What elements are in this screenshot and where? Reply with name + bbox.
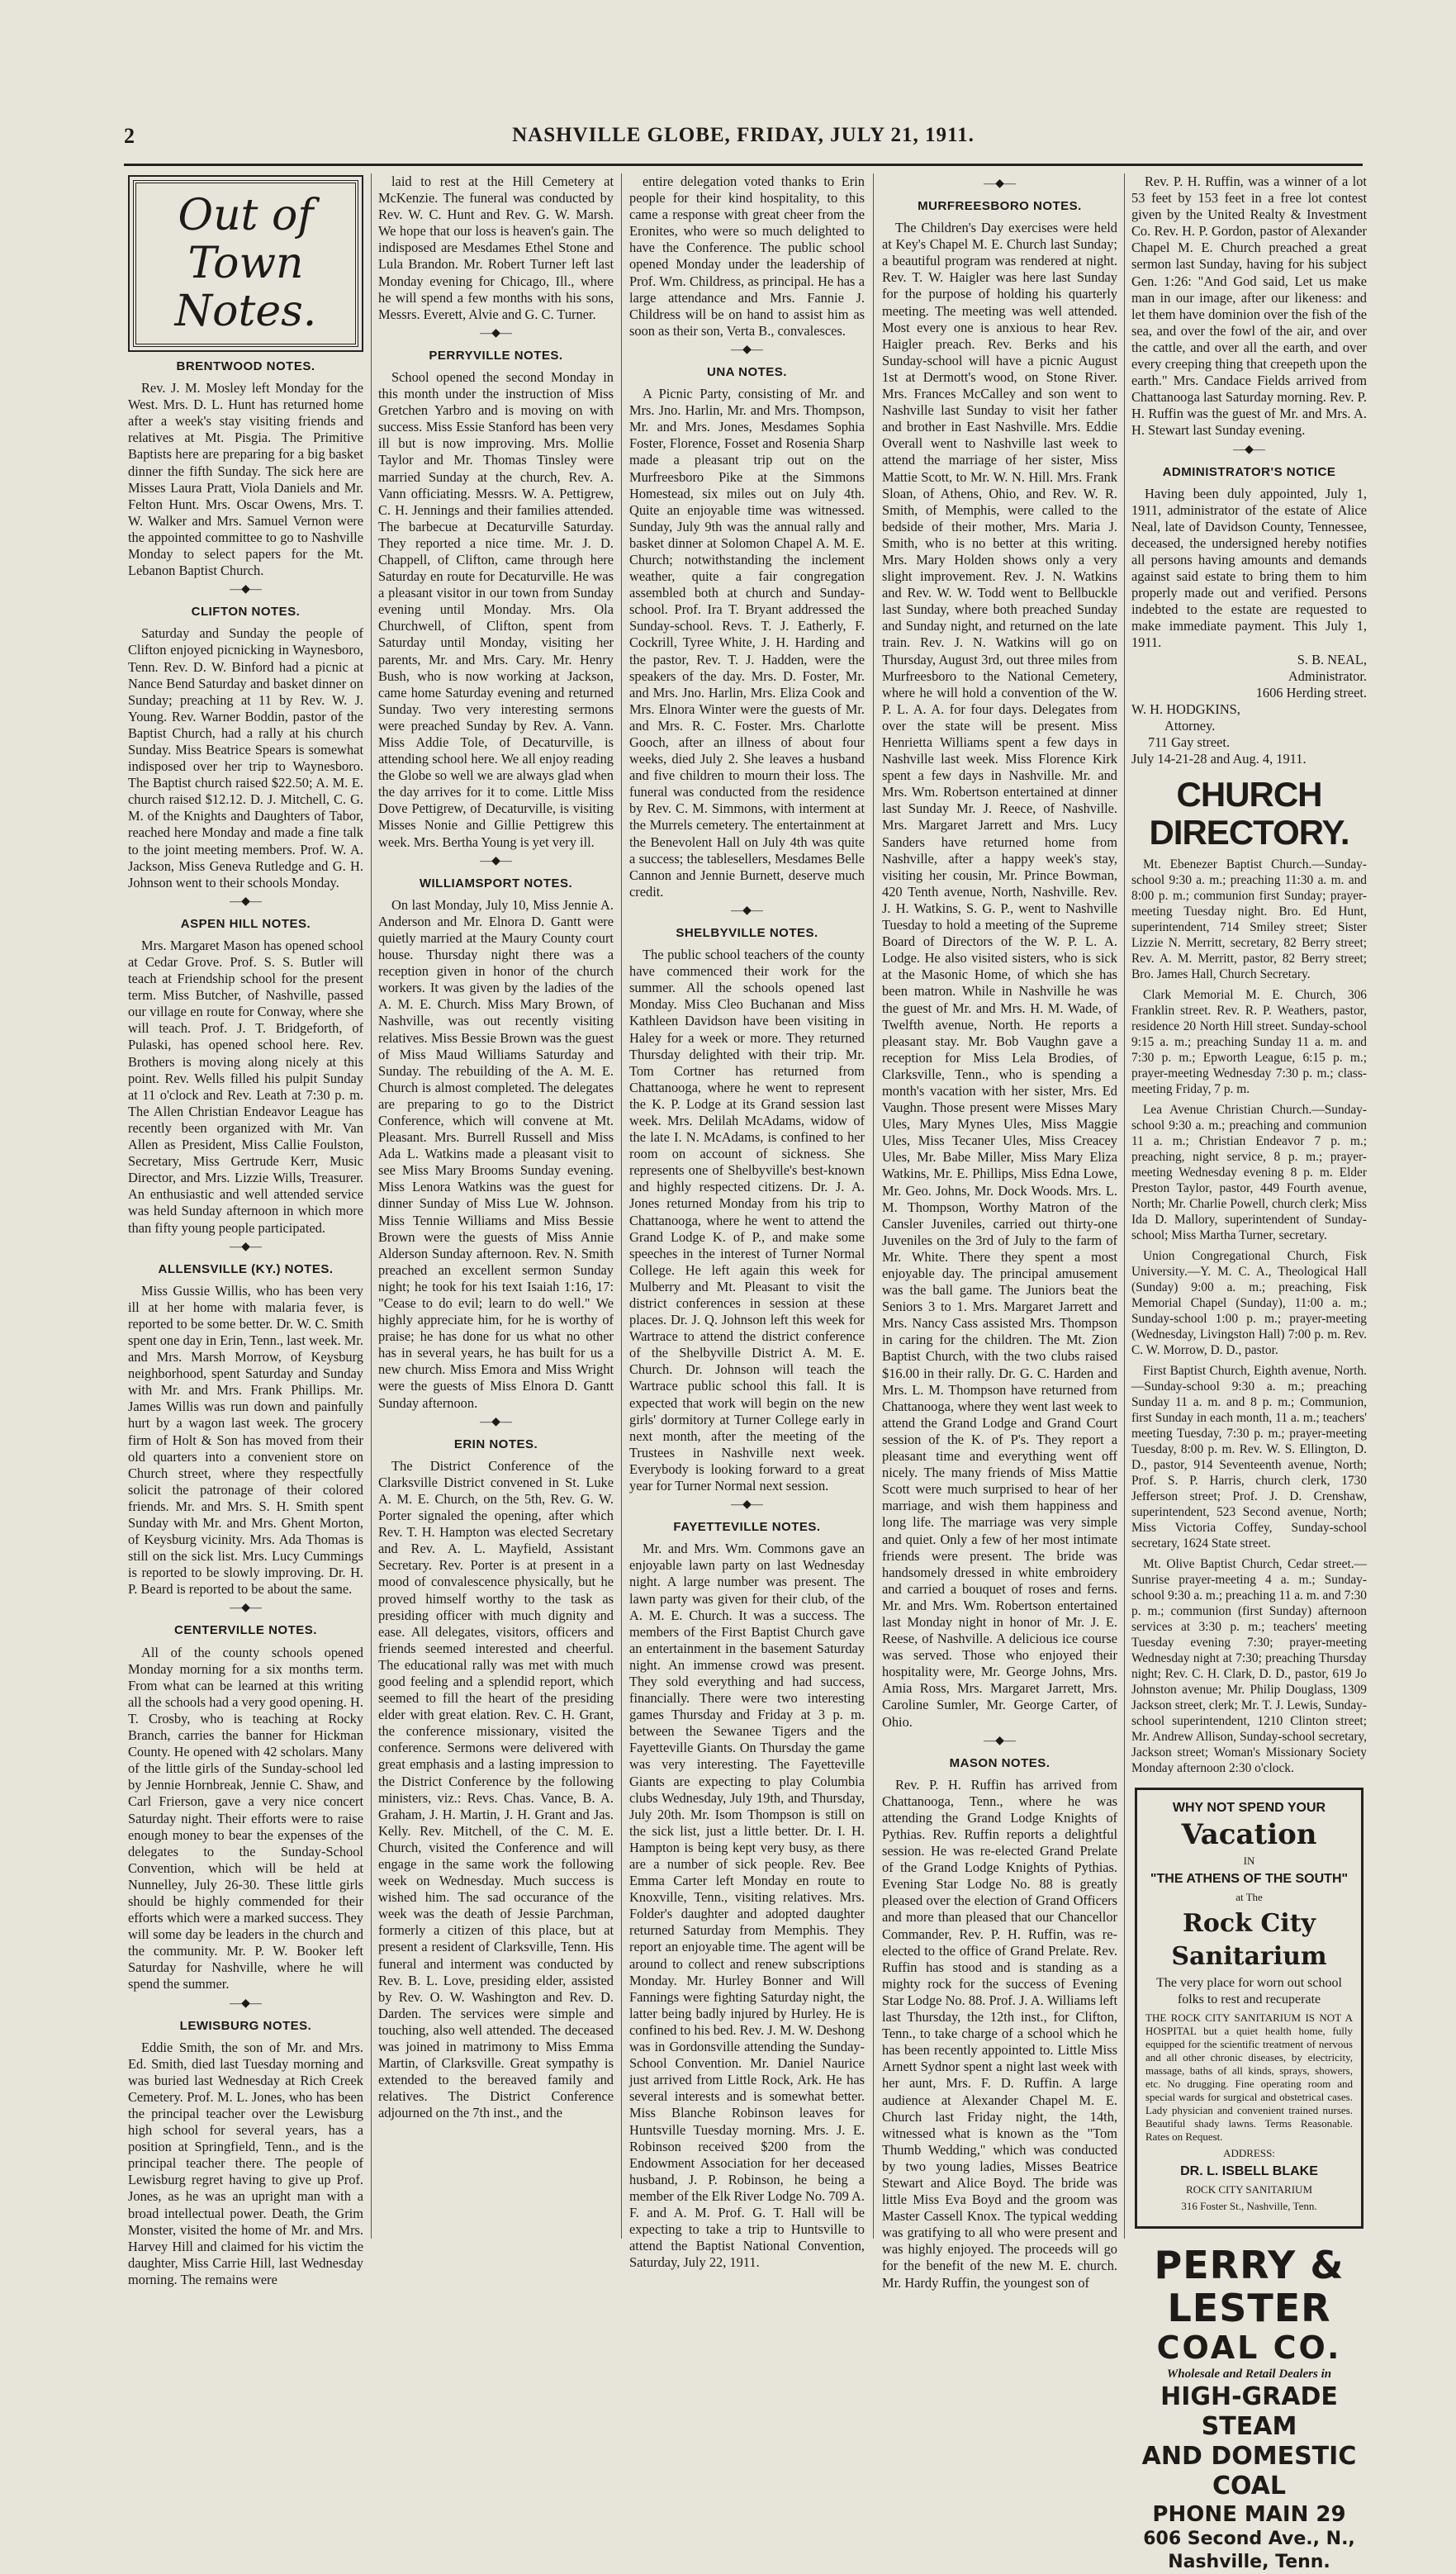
church-listing: Lea Avenue Christian Church.—Sunday-school 9:30 a. m.; preaching and communion 11 a. m.; Christian Endeavor 7 p. m.; preaching, night service, 8 p. m.; prayer-meeting Wednesday evening 8 p. m. Elder Preston Taylor, pastor, 449 Fourth avenue, North; Mr. Charlie Powell, church clerk; Miss Ida D. Mallory, superintendent of Sunday-school; Miss Martha Turner, secretary.	[1131, 1103, 1367, 1243]
section-separator: —◆—	[731, 1498, 763, 1512]
church-listing: Clark Memorial M. E. Church, 306 Franklin street. Rev. R. P. Weathers, pastor, residence 20 North Hill street. Sunday-school 9:15 a. m.; preaching Sunday 11 a. m. and 7:30 p. m.; Epworth League, 6:15 p. m.; prayer-meeting Wednesday 7:30 p. m.; class-meeting Friday, 7 p. m.	[1131, 988, 1367, 1097]
church-listing: Union Congregational Church, Fisk University.—Y. M. C. A., Theological Hall (Sunday) 9:00 a. m.; preaching, Fisk Memorial Chapel (Sunday), 11:00 a. m.; Sunday-school 1:00 p. m.; prayer-meeting (Wednesday, Livingston Hall) 7:00 p. m. Rev. C. W. Morrow, D. D., pastor.	[1131, 1249, 1367, 1358]
ad-line: IN	[1243, 1855, 1255, 1868]
ad-line: DR. L. ISBELL BLAKE	[1180, 2164, 1318, 2179]
column-rule	[1124, 173, 1125, 2239]
page-number: 2	[124, 124, 135, 148]
perry-lester-ad	[1131, 2244, 1367, 2574]
section-separator: —◆—	[230, 1997, 262, 2010]
section-separator: —◆—	[230, 1602, 262, 1615]
coal-address: 606 Second Ave., N., Nashville, Tenn.	[1143, 2529, 1355, 2573]
ad-line: WHY NOT SPEND YOUR	[1172, 1801, 1326, 1816]
section-heading: ADMINISTRATOR'S NOTICE	[1162, 464, 1336, 479]
coal-line: HIGH-GRADE STEAM	[1160, 2382, 1338, 2442]
ad-line: at The	[1235, 1891, 1263, 1904]
section-heading: MASON NOTES.	[949, 1755, 1051, 1770]
section-separator: —◆—	[731, 343, 763, 356]
section-separator: —◆—	[480, 854, 512, 867]
article-paragraph: All of the county schools opened Monday morning for a six months term. From what can be learned at this writing all the schools had a very good opening. H. T. Crosby, who is teaching at Rocky Branch, carries the banner for Hickman County. He opened with 42 scholars. Many of the little girls of the Sunday-school led by Jennie Hornbreak, Jennie C. Shaw, and Carl Frierson, gave a very nice concert Saturday night. Their efforts were to raise enough money to bear the expenses of the delegates to the Sunday-School Convention, which will be held at Nunnelley, July 26-30. These little girls should be highly commended for their efforts which were a marked success. They will some day be leaders in the church and the community. Mr. P. W. Booker left Saturday for Nashville, where he will spend the summer.	[128, 1644, 363, 1992]
admin-name: S. B. NEAL,	[1297, 651, 1367, 667]
column-rule	[621, 173, 622, 2239]
article-paragraph: A Picnic Party, consisting of Mr. and Mrs. Jno. Harlin, Mr. and Mrs. Thompson, Mr. and Mrs. Jones, Mesdames Sophia Foster, Florence, Fosset and Rosenia Sharp made a pleasant trip out on the Murfreesboro Pike at the Simmons Homestead, six miles out on July 4th. Quite an enjoyable time was witnessed. Sunday, July 9th was the annual rally and basket dinner at Solomon Chapel A. M. E. Church; notwithstanding the inclement weather, quite a fair congregation assembled both at church and Sunday-school. Prof. Ira T. Bryant addressed the Sunday-school. Revs. T. J. Eatherly, F. Cockrill, Tyree White, J. H. Harding and the pastor, Rev. T. J. Hadden, were the speakers of the day. Mrs. D. Foster, Mr. and Mrs. Jno. Harlin, Mrs. Eliza Cook and Mrs. Elnora Winter were the guests of Mr. and Mrs. R. C. Foster. Mrs. Charlotte Gooch, after an illness of about four weeks, died July 2. She leaves a husband and five children to mourn their loss. The funeral was conducted from the residence by Rev. C. M. Simmons, with interment at the Murrels cemetery. The entertainment at the Benevolent Hall on July 4th was quite a success; the tablesellers, Mesdames Belle Cannon and Jennie Burnett, deserve much credit.	[629, 386, 865, 900]
ad-body: THE ROCK CITY SANITARIUM IS NOT A HOSPITAL but a quiet health home, fully equipped for the scientific treatment of nervous and all other chronic diseases, by electricity, massage, baths of all kinds, sprays, showers, etc. No drugging. Fine operating room and special wards for surgical and obstetrical cases. Lady physician and convenient trained nurses. Beautiful shady lawns. Terms Reasonable. Rates on Request.	[1145, 2011, 1353, 2144]
section-heading: LEWISBURG NOTES.	[179, 2018, 312, 2033]
ad-line: "THE ATHENS OF THE SOUTH"	[1150, 1872, 1349, 1887]
column-3	[629, 173, 865, 2271]
section-heading: ALLENSVILLE (KY.) NOTES.	[158, 1261, 334, 1276]
column-4	[882, 173, 1117, 2291]
section-heading: BRENTWOOD NOTES.	[176, 359, 315, 373]
top-rule	[124, 164, 1363, 166]
article-paragraph: On last Monday, July 10, Miss Jennie A. Anderson and Mr. Elnora D. Gantt were quietly married at the Maury County court house. Thursday night there was a reception given in honor of the church workers. It was given by the ladies of the A. M. E. Church. Miss Mary Brown, of Nashville, was out recently visiting relatives. Miss Bessie Brown was the guest of Miss Maud Williams Saturday and Sunday. The rebuilding of the A. M. E. Church is almost completed. The delegates are preparing to go to the District Conference, which will convene at Mt. Pleasant. Mrs. Burrell Russell and Miss Ada L. Watkins made a pleasant visit to see Miss Mary Brooms Sunday evening. Miss Lenora Watkins was the guest for dinner Sunday of Miss Lue W. Johnson. Miss Tennie Williams and Miss Bessie Brown were the guests of Miss Annie Alderson Sunday afternoon. Rev. N. Smith preached an excellent sermon Sunday night; he took for his text Isaiah 1:16, 17: "Cease to do evil; learn to do well." We highly appreciate him, for he is worthy of praise; he has done for us what no other has in several years, he has built for us a new church. Miss Emora and Miss Wright were the guests of Miss Elnora D. Gantt Sunday afternoon.	[378, 896, 614, 1411]
article-paragraph: Mrs. Margaret Mason has opened school at Cedar Grove. Prof. S. S. Butler will teach at Friendship school for the present term. Miss Butcher, of Nashville, passed our village en route for Conway, where she will teach. Prof. J. T. Bridgeforth, of Pulaski, has opened school here. Rev. Brothers is moving along nicely at this point. Rev. Wells filled his pulpit Sunday at 11 o'clock and Rev. Leath at 7:30 p. m. The Allen Christian Endeavor League has recently been organized with Mr. Van Allen as President, Miss Callie Foulston, Secretary, Miss Gertrude Kerr, Music Director, and Mrs. Lizzie Wills, Treasurer. An enthusiastic and well attended service was held Sunday afternoon in which more than fifty young people participated.	[128, 937, 363, 1236]
church-listing: Mt. Ebenezer Baptist Church.—Sunday-school 9:30 a. m.; preaching 11:30 a. m. and 8:00 p. m.; communion first Sunday; prayer-meeting Tuesday night. Bro. Ed Hunt, superintendent, 714 Smiley street; Sister Lizzie N. Merritt, secretary, 82 Berry street; Rev. A. M. Merritt, pastor, 82 Berry street; Bro. James Hall, Church Secretary.	[1131, 857, 1367, 982]
article-paragraph: Having been duly appointed, July 1, 1911, administrator of the estate of Alice Neal, late of Davidson County, Tennessee, deceased, the undersigned hereby notifies all persons having amounts and demands against said estate to bring them to him properly made out and verified. Persons indebted to the estate are requested to make immediate payment. This July 1, 1911.	[1131, 485, 1367, 651]
coal-company-name: PERRY & LESTER	[1154, 2243, 1345, 2331]
column-3-articles	[629, 173, 865, 2271]
article-paragraph: Mr. and Mrs. Wm. Commons gave an enjoyable lawn party on last Wednesday night. A large number was present. The lawn party was given for their club, of the A. M. E. Church. It was a success. The members of the First Baptist Church gave an entertainment in the basement Saturday night. An immense crowd was present. They sold everything and had success, financially. There were two interesting games Thursday and Friday at 3 p. m. between the Sewanee Tigers and the Fayetteville Giants. On Thursday the game was very interesting. The Fayetteville Giants are expecting to play Columbia clubs Wednesday, July 19th, and Thursday, July 20th. Mr. Isom Thompson is still on the sick list, just a little better. Dr. I. H. Hampton is being kept very busy, as there are a number of sick people. Rev. Bee Emma Carter left Monday en route to Knoxville, Tenn., visiting relatives. Mrs. Folder's daughter and adopted daughter returned Saturday from Memphis. They report an enjoyable time. The agent will be around to collect and renew subscriptions Monday. Mr. Hurley Bonner and Will Fannings were fighting Saturday night, the latter being badly injured by Hurley. He is confined to his bed. Rev. J. M. W. Deshong was in Gordonsville attending the Sunday-School Convention. Mr. Daniel Naurice just arrived from Little Rock, Ark. He has several interests and is somewhat better. Miss Blanche Robinson leaves for Huntsville Tuesday morning. Mrs. J. E. Robinson received $200 from the Endowment Association for her deceased husband, J. P. Robinson, he being a member of the Elk River Lodge No. 709 A. F. and A. M. Prof. G. T. Hall will be expecting to take a trip to Huntsville to attend the Baptist National Convention, Saturday, July 22, 1911.	[629, 1541, 865, 2271]
column-rule	[873, 173, 874, 2239]
article-paragraph: Rev. J. M. Mosley left Monday for the West. Mrs. D. L. Hunt has returned home after a week's stay visiting friends and relatives at Mt. Pisgia. The Primitive Baptists here are preparing for a big basket dinner the fifth Sunday. The sick here are Misses Laura Pratt, Viola Daniels and Mr. Felton Hunt. Mrs. Oscar Owens, Mrs. T. W. Walker and Mrs. Samuel Vernon were the appointed committee to go to Nashville Monday to select papers for the Mt. Lebanon Baptist Church.	[128, 380, 363, 579]
notice-dates: July 14-21-28 and Aug. 4, 1911.	[1131, 751, 1307, 767]
article-paragraph: School opened the second Monday in this month under the instruction of Miss Gretchen Yarbro and is moving on with success. Miss Essie Stanford has been very ill but is now improving. Mrs. Mollie Taylor and Mr. Thomas Tinsley were married Sunday at the church, Rev. A. Vann officiating. Messrs. W. A. Pettigrew, C. H. Jennings and their families attended. The barbecue at Decaturville Saturday. They reported a nice time. Mr. J. D. Chappell, of Clifton, came through here Saturday en route for Decaturville. He was a pleasant visitor in our town from Sunday evening until Monday. Mrs. Ola Churchwell, of Clifton, spent from Saturday until Monday, visiting her parents, Mr. and Mrs. Cary. Mr. Henry Bush, who is now working at Jackson, came home Saturday evening and returned Sunday. Two very interesting sermons were preached Sunday by Rev. A. Vann. Miss Addie Tole, of Decaturville, is attending school here. We all enjoy reading the Globe so well we are always glad when the day arrives for it to come. Little Miss Dove Pettigrew, of Decaturville, is visiting Misses Nonie and Gillie Pettigrew this week. Mrs. Bertha Young is yet very ill.	[378, 368, 614, 850]
ad-vacation: Vacation	[1181, 1818, 1317, 1852]
section-separator: —◆—	[230, 895, 262, 908]
church-listing: Mt. Olive Baptist Church, Cedar street.—Sunrise prayer-meeting 4 a. m.; Sunday-school 9:30 a. m.; preaching 11 a. m. and 7:30 p. m.; communion (first Sunday) afternoon services at 3:30 p. m.; teachers' meeting Tuesday evening 7:30; prayer-meeting Wednesday night at 7:30; preaching Thursday night; Rev. C. H. Clark, D. D., pastor, 619 Jo Johnston avenue; Mr. Philip Douglass, 1309 Jackson street, clerk; Mr. T. J. Lewis, Sunday-school superintendent, 1210 Clinton street; Mr. Andrew Allison, Sunday-school secretary, Jackson street; Woman's Missionary Society Monday afternoon 2:30 o'clock.	[1131, 1557, 1367, 1776]
column-4-articles	[882, 178, 1117, 2291]
section-heading: FAYETTEVILLE NOTES.	[673, 1520, 821, 1535]
admin-signature	[1131, 652, 1367, 768]
section-separator: —◆—	[480, 1415, 512, 1428]
coal-line: AND DOMESTIC	[1141, 2442, 1357, 2472]
coal-company-suffix: COAL CO.	[1156, 2329, 1342, 2367]
admin-address: 1606 Herding street.	[1255, 684, 1367, 700]
section-separator: —◆—	[230, 1240, 262, 1253]
church-listing: First Baptist Church, Eighth avenue, North.—Sunday-school 9:30 a. m.; preaching Sunday 11 a. m. and 8 p. m.; Communion, first Sunday in each month, 11 a. m.; teachers' meeting Tuesday, 7:30 p. m.; prayer-meeting Tuesday, 8:00 p. m. Rev. W. S. Ellington, D. D., pastor, 914 Seventeenth avenue, North; Prof. S. P. Harris, church clerk, 1730 Jefferson street; Prof. J. D. Crenshaw, superintendent, 523 Second avenue, North; Miss Victoria Coffey, Sunday-school secretary, 1624 State street.	[1131, 1364, 1367, 1551]
ad-line: The very place for worn out school folks to rest and recuperate	[1156, 1976, 1342, 2007]
section-separator: —◆—	[480, 326, 512, 340]
column-5-articles	[1131, 173, 1367, 652]
church-directory-title: CHURCH DIRECTORY.	[1149, 775, 1349, 852]
running-head	[124, 124, 1363, 154]
section-separator: —◆—	[984, 178, 1016, 190]
article-paragraph: Miss Gussie Willis, who has been very ill at her home with malaria fever, is reported to be some better. Dr. W. C. Smith spent one day in Erin, Tenn., last week. Mr. and Mrs. Marsh Morrow, of Keysburg neighborhood, spent Saturday and Sunday with Mr. and Mrs. Frank Phillips. Mr. James Willis was run down and painfully hurt by a wagon last week. The grocery firm of Holt & Son has moved from their old quarters into a convenient store on Church street, where they respectfully solicit the patronage of their colored friends. Mr. and Mrs. S. H. Smith spent Sunday with Mr. and Mrs. Ghent Morton, of Keysburg vicinity. Mrs. Ada Thomas is still on the sick list. Mrs. Lucy Cummings is reported to be slowly improving. Dr. H. P. Beard is reported to be about the same.	[128, 1282, 363, 1598]
ad-line: ADDRESS:	[1223, 2147, 1275, 2160]
article-paragraph: The public school teachers of the county have commenced their work for the summer. All the schools opened last Monday. Miss Cleo Buchanan and Miss Kathleen Davidson have been visiting in Haley for a week or more. They returned Thursday delighted with their trip. Mr. Tom Cortner has returned from Chattanooga, where he went to represent the K. P. Lodge at its Grand session last week. Mrs. Delilah McAdams, widow of the late I. N. McAdams, is confined to her room on account of sickness. She represents one of Shelbyville's best-known and highly respected citizens. Dr. J. A. Jones returned Monday from his trip to Chattanooga, where he went to attend the Grand Lodge K. of P., and make some speeches in the interest of Turner Normal College. He left again this week for Mulberry and Mt. Pleasant to visit the district conferences in session at these places. Dr. J. Q. Johnson left this week for Wartrace to attend the district conference of the Shelbyville District A. M. E. Church. Dr. Johnson will teach the Wartrace public school this fall. It is expected that work will begin on the new girls' dormitory at Turner College early in next month, after the meeting of the Trustees in Nashville next week. Everybody is looking forward to a great year for Turner Normal next session.	[629, 947, 865, 1494]
section-heading: CENTERVILLE NOTES.	[174, 1623, 317, 1638]
section-heading: MURFREESBORO NOTES.	[918, 199, 1082, 213]
ad-line: 316 Foster St., Nashville, Tenn.	[1181, 2200, 1317, 2213]
article-paragraph: Rev. P. H. Ruffin has arrived from Chattanooga, Tenn., where he was attending the Grand Lodge Knights of Pythias. Rev. Ruffin reports a delightful session. He was re-elected Grand Prelate of the Grand Lodge Knights of Pythias. Evening Star Lodge No. 88 is greatly pleased over the election of Grand Officers and more than pleased that our Chancellor Commander, Rev. P. H. Ruffin, was re-elected to the office of Grand Prelate. Rev. Ruffin has stood and is standing as a mighty rock for the success of Evening Star Lodge No. 88. Prof. J. A. Williams left last Thursday, the 12th inst., for Clifton, Tenn., to take charge of a school which he has been recently appointed to. Little Miss Arnett Sydnor spent a night last week with her aunt, Mrs. F. D. Ruffin. A large audience at Alexander Chapel M. E. Church last Friday night, the 14th, witnessed what is known as the "Tom Thumb Wedding," which was conducted by two young ladies, Misses Beatrice Stewart and Alice Boyd. The bride was little Miss Eva Boyd and the groom was Master Cassell Knox. The typical wedding was gratifying to all who were present and was highly enjoyed. The proceeds will go for the benefit of the new M. E. church. Mr. Hardy Ruffin, the youngest son of	[882, 1776, 1117, 2291]
section-heading: ERIN NOTES.	[453, 1437, 538, 1451]
section-separator: —◆—	[230, 583, 262, 596]
attorney-name: W. H. HODGKINS,	[1131, 700, 1240, 717]
column-2	[378, 173, 614, 2239]
section-separator: —◆—	[731, 904, 763, 917]
church-directory	[1131, 857, 1367, 1776]
attorney-role: Attorney.	[1164, 717, 1216, 734]
article-paragraph: Rev. P. H. Ruffin, was a winner of a lot 53 feet by 153 feet in a free lot contest given by the United Realty & Investment Co. Rev. H. P. Gordon, pastor of Alexander Chapel M. E. Church preached a great sermon last Sunday, having for his subject Gen. 1:26: "And God said, Let us make man in our image, after our likeness: and let them have dominion over the fish of the sea, and over the fowl of the air, and over the cattle, and over all the earth, and over every creeping thing that creepeth upon the earth." Mrs. Candace Fields arrived from Chattanooga last Saturday morning. Rev. P. H. Ruffin was the guest of Mr. and Mrs. A. H. Stewart last Sunday evening.	[1131, 173, 1367, 439]
article-paragraph: Eddie Smith, the son of Mr. and Mrs. Ed. Smith, died last Tuesday morning and was buried last Wednesday at Rich Creek Cemetery. Prof. M. L. Jones, who has been the principal teacher over the Lewisburg high school for several years, has a position at Springfield, Tenn., and is the principal teacher there. The people of Lewisburg regret having to give up Prof. Jones, as he was an upright man with a broad intellectual power. Death, the Grim Monster, visited the home of Mr. and Mrs. Harvey Hill and claimed for his victim the daughter, Miss Carrie Hill, last Wednesday morning. The remains were	[128, 2039, 363, 2287]
section-heading: CLIFTON NOTES.	[191, 605, 301, 620]
coal-tagline: Wholesale and Retail Dealers in	[1166, 2367, 1332, 2382]
article-paragraph: The Children's Day exercises were held at Key's Chapel M. E. Church last Sunday; a beautiful program was rendered at night. Rev. T. W. Haigler was here last Sunday for the purpose of holding his quarterly meeting. The meeting was well attended. Most every one is anxious to hear Rev. Haigler preach. Rev. Berks and his Sunday-school will have a picnic August 1st at Dermott's wood, on Stone River. Mrs. Frances McCalley and son went to Nashville last Sunday to visit her father and brother in East Nashville. Mrs. Eddie Overall went to Nashville last week to attend the marriage of her sister, Miss Mattie Scott, to Mr. W. N. Hill. Mrs. Frank Sloan, of Athens, Ohio, and Rev. W. R. Smith, of Memphis, were called to the bedside of their mother, Mrs. Maria J. Smith, who is no better at this writing. Mrs. Mary Holden shows only a very slight improvement. Rev. J. N. Watkins and Rev. W. W. Todd went to Bellbuckle last Sunday, where both preached Sunday and Sunday night, and returned on the late train. Rev. J. N. Watkins will go on Thursday, August 3rd, out three miles from Murfreesboro to the National Cemetery, where he will hold a convention of the W. P. L. A. A. for four days. Delegates from over the state will be present. Miss Henrietta Williams spent a few days in Nashville last week. Miss Florence Kirk spent a few days in Nashville. Mr. and Mrs. Wm. Robertson entertained at dinner last Sunday Mr. J. Reece, of Nashville. Mrs. Margaret Jarrett and Mrs. Lucy Sanders have returned home from Nashville, after a happy week's stay, visiting her cousin, Mr. Prince Bowman, 420 Tenth avenue, North, Nashville. Rev. J. H. Watkins, S. G. P., went to Nashville Tuesday to hold a meeting of the Supreme Board of Directors of the W. P. L. A. Lodge. He also visited sisters, who is sick at the Masonic Home, of which she has been matron. While in Nashville he was the guest of Mr. and Mrs. H. M. Wade, of Twelfth avenue, North. He reports a pleasant stay. Mr. Bob Vaughn gave a reception for Miss Lela Brodies, of Clarksville, Tenn., who is spending a month's vacation with her sister, Mrs. Ed Vaughn. Those present were Misses Mary Ules, Mary Mynes Ules, Miss Maggie Ules, Miss Tecaner Ules, Miss Creacey Ules, Mr. Babe Miller, Miss Mary Eliza Watkins, Mr. E. Phillips, Miss Edna Lowe, Mr. Geo. Johns, Mr. Dock Woods. Mrs. L. M. Thompson, Worthy Matron of the Cansler Juveniles, carried out thirty-one Juveniles on the 3rd of July to the farm of Mr. White. There they spent a most enjoyable day. The principal amusement was the ball game. The Juniors beat the Seniors 3 to 1. Mrs. Margaret Jarrett and Mrs. Nancy Cass assisted Mrs. Thompson in caring for the children. The Mt. Zion Baptist Church, with the two clubs raised $16.00 in their rally. Dr. G. C. Harden and Mrs. L. M. Thompson have returned from Chattanooga, where they went last week to attend the Grand Lodge and Grand Court session of the K. of P's. They report a pleasant time and everything went off nicely. The many friends of Miss Mattie Scott were much surprised to hear of her marriage, and wish them happiness and long life. The marriage was very simple and quiet. Only a few of her most intimate friends were present. The bride was handsomely dressed in white embroidery and carried a bouquet of roses and ferns. Mr. and Mrs. Wm. Robertson entertained last Monday night in honor of Mr. J. E. Reese, of Nashville. A delicious ice course was served. Those who enjoyed their hospitality were, Mr. George Johns, Mrs. Amia Ross, Mrs. Margaret Jarrett, Mrs. Caroline Sumler, Mr. George Carter, of Ohio.	[882, 220, 1117, 1730]
section-heading: WILLIAMSPORT NOTES.	[419, 876, 573, 890]
section-heading: SHELBYVILLE NOTES.	[676, 925, 818, 940]
article-paragraph: laid to rest at the Hill Cemetery at McKenzie. The funeral was conducted by Rev. W. C. Hunt and Rev. G. W. Marsh. We hope that our loss is heaven's gain. The indisposed are Mesdames Ethel Stone and Lula Brandon. Mr. Robert Turner left last Monday evening for Chicago, Ill., where he will spend a few months with his sons, Messrs. Everett, Alvie and G. C. Turner.	[378, 173, 614, 322]
attorney-address: 711 Gay street.	[1148, 734, 1231, 750]
column-rule	[371, 173, 372, 2239]
section-separator: —◆—	[1233, 443, 1265, 456]
section-banner: Out of Town Notes.	[133, 180, 358, 347]
section-heading: ASPEN HILL NOTES.	[180, 916, 311, 931]
ad-sanitarium-name: Rock City Sanitarium	[1171, 1909, 1327, 1972]
article-paragraph: Saturday and Sunday the people of Clifton enjoyed picnicking in Waynesboro, Tenn. Rev. D. W. Binford had a picnic at Nance Bend Saturday and basket dinner on Sunday; preaching at 11 by Rev. W. J. Young. Rev. Warner Boddin, pastor of the Baptist Church, had a rally at his church Sunday. Miss Beatrice Spears is somewhat indisposed over her trip to Waynesboro. The Baptist church raised $22.50; A. M. E. church raised $12.12. D. J. Mitchell, C. G. M. of the Knights and Daughters of Tabor, reached here Monday and made a fine talk to the joint meeting members. Prof. W. A. Jackson, Miss Geneva Rutledge and G. H. Johnson went to their schools Monday.	[128, 625, 363, 890]
column-5	[1131, 173, 1367, 2573]
admin-role: Administrator.	[1288, 667, 1367, 684]
section-heading: PERRYVILLE NOTES.	[429, 348, 563, 363]
column-1-articles	[128, 359, 363, 2288]
ad-line: ROCK CITY SANITARIUM	[1185, 2183, 1313, 2196]
article-paragraph: entire delegation voted thanks to Erin people for their kind hospitality, to this came a response with great cheer from the Eronites, who were so much delighted to have the Conference. The public school opened Monday under the leadership of Prof. Wm. Childress, as principal. He has a large attendance and Mrs. Fannie J. Childress will be on hand to assist him as soon as their son, Verta B., convalesces.	[629, 173, 865, 339]
column-2-articles	[378, 173, 614, 2122]
section-heading: UNA NOTES.	[707, 364, 787, 379]
article-paragraph: The District Conference of the Clarksville District convened in St. Luke A. M. E. Church, on the 5th, Rev. G. W. Porter signaled the opening, after which Rev. T. H. Hampton was elected Secretary and Rev. A. L. Mayfield, Assistant Secretary. Rev. Porter is at present in a mood of convalescence physically, but he proved himself worthy to the task as presiding officer with much dignity and ease. All delegates, visitors, officers and friends seemed interested and cheerful. The educational rally was met with much good feeling and a splendid report, which seemed to fill the heart of the presiding elder with great elation. Rev. C. H. Grant, the conference missionary, visited the conference. Sermons were delivered with great emphasis and a lasting impression to the District Conference by the following ministers, viz.: Revs. Chas. Vance, B. A. Graham, J. H. Martin, J. H. Grant and Jas. Kelly. Rev. Mitchell, of the C. M. E. Church, visited the Conference and will engage in the same work the following week on Wednesday. Much success is wished him. The sad occurance of the week was the death of Jessie Parchman, formerly a citizen of this place, but at present a resident of Clarksville, Tenn. His funeral and interment was conducted by Rev. B. L. Love, presiding elder, assisted by Rev. O. W. Washington and Rev. D. Darden. The services were simple and touching, also well attended. The deceased was joined in matrimony to Miss Emma Martin, of Clarksville. Great sympathy is extended to the bereaved family and relatives. The District Conference adjourned on the 7th inst., and the	[378, 1457, 614, 2121]
section-separator: —◆—	[984, 1734, 1016, 1747]
rock-city-ad	[1135, 1788, 1364, 2229]
coal-line: COAL	[1212, 2472, 1287, 2501]
masthead: NASHVILLE GLOBE, FRIDAY, JULY 21, 1911.	[512, 124, 975, 146]
coal-phone: PHONE MAIN 29	[1152, 2502, 1346, 2528]
column-1	[128, 173, 363, 2287]
